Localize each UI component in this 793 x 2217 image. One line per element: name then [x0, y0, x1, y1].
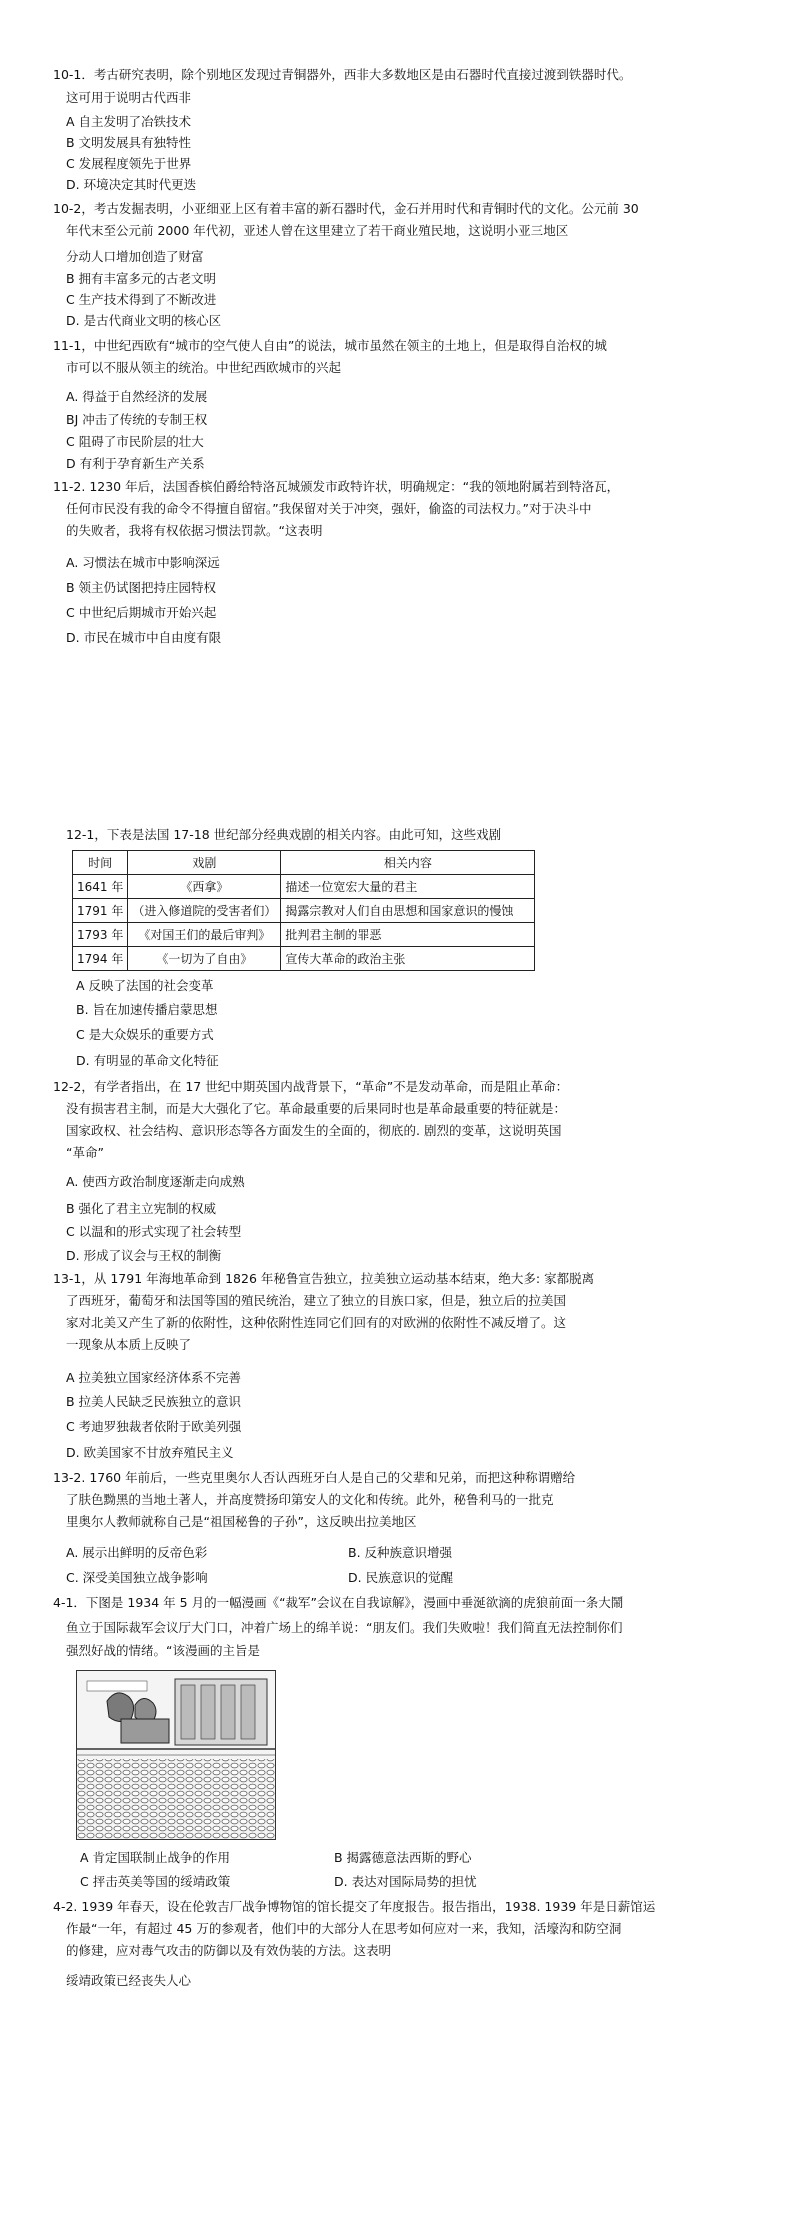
table-cell: 1794 年: [73, 947, 128, 971]
question-13-1-stem: 家对北美又产生了新的依附性，这种依附性连同它们回有的对欧洲的依附性不减反增了。这: [66, 1315, 567, 1330]
table-row: [73, 947, 535, 971]
table-cell: 揭露宗教对人们自由思想和国家意识的慢蚀: [281, 899, 535, 923]
question-12-2-stem: 国家政权、社会结构、意识形态等各方面发生的全面的，彻底的. 剧烈的变革，这说明英国: [66, 1123, 562, 1138]
disarmament-cartoon: [76, 1670, 276, 1840]
table-cell: （进入修道院的受害者们）: [128, 899, 281, 923]
question-4-1-stem: 4-1．下图是 1934 年 5 月的一幅漫画《“裁军”会议在自我谅解》，漫画中垂涎欲滴的虎狼前面一条大鬧: [53, 1595, 624, 1610]
question-4-2-stem: 的修建，应对毒气攻击的防御以及有效伪装的方法。这表明: [66, 1943, 392, 1958]
option-d: D. 形成了议会与王权的制衡: [66, 1248, 222, 1263]
table-header: 相关内容: [281, 851, 535, 875]
option-b: B 强化了君主立宪制的权威: [66, 1201, 217, 1216]
option-d: D. 有明显的革命文化特征: [76, 1053, 219, 1068]
option-d: D. 市民在城市中自由度有限: [66, 630, 222, 645]
table-cell: 1791 年: [73, 899, 128, 923]
question-4-2-stem: 作最“一年，有超过 45 万的参观者，他们中的大部分人在思考如何应对一来，我知，活壕沟和防空洞: [66, 1921, 622, 1936]
cartoon-drawing: [77, 1671, 275, 1839]
option-b: B. 反种族意识增强: [348, 1545, 453, 1560]
option-a: A 自主发明了冶铁技术: [66, 114, 192, 129]
option-d: D. 是古代商业文明的核心区: [66, 313, 222, 328]
question-11-2-stem: 任何市民没有我的命令不得擅自留宿。”我保留对关于冲突，强奸，偷盗的司法权力。”对于决斗中: [66, 501, 592, 516]
option-c: C 考迪罗独裁者依附于欧美列强: [66, 1419, 242, 1434]
table-cell: 描述一位宽宏大量的君主: [281, 875, 535, 899]
table-header-row: [73, 851, 535, 875]
table-cell: 批判君主制的罪恶: [281, 923, 535, 947]
option-b: B. 旨在加速传播启蒙思想: [76, 1002, 218, 1017]
question-11-2-stem: 的失败者，我将有权依据习惯法罚款。“这表明: [66, 523, 323, 538]
question-13-1-stem: 13-1，从 1791 年海地革命到 1826 年秘鲁宣告独立，拉美独立运动基本结束，绝大多: 家都脱离: [53, 1271, 595, 1286]
option-c: C 发展程度领先于世界: [66, 156, 192, 171]
option-a: A. 展示出鲜明的反帝色彩: [66, 1545, 208, 1560]
option-c: C 以温和的形式实现了社会转型: [66, 1224, 242, 1239]
option-d: D. 欧美国家不甘放弃殖民主义: [66, 1445, 234, 1460]
question-11-2-stem: 11-2. 1230 年后，法国香槟伯爵给特洛瓦城颁发市政特许状，明确规定：“我的领地附属若到特洛瓦，: [53, 479, 620, 494]
question-10-1-stem: 10-1．考古研究表明，除个别地区发现过青铜器外，西非大多数地区是由石器时代直接过渡到铁器时代。: [53, 67, 632, 82]
table-header: 戏剧: [128, 851, 281, 875]
option-b: B 领主仍试图把持庄园特权: [66, 580, 217, 595]
option-d: D 有利于孕育新生产关系: [66, 456, 205, 471]
table-row: [73, 875, 535, 899]
question-13-2-stem: 里奥尔人教师就称自己是“祖国秘鲁的子孙”，这反映出拉美地区: [66, 1514, 417, 1529]
question-10-2-stem: 10-2，考古发掘表明，小亚细亚上区有着丰富的新石器时代，金石并用时代和青铜时代的文化。公元前 30: [53, 201, 639, 216]
option-a: A. 使西方政治制度逐渐走向成熟: [66, 1174, 245, 1189]
option-c: C 阻碍了市民阶层的壮大: [66, 434, 204, 449]
question-10-2-stem: 分动人口增加创造了财富: [66, 249, 204, 264]
option-d: D. 表达对国际局势的担忧: [334, 1874, 477, 1889]
question-10-2-stem: 年代末至公元前 2000 年代初，亚述人曾在这里建立了若干商业殖民地，这说明小亚三地区: [66, 223, 569, 238]
question-12-2-stem: “革命”: [66, 1145, 104, 1160]
option-b: B 文明发展具有独特性: [66, 135, 192, 150]
question-13-2-stem: 了肤色黝黑的当地土著人，并高度赞扬印第安人的文化和传统。此外，秘鲁利马的一批克: [66, 1492, 554, 1507]
plays-table: [72, 850, 535, 971]
option-a: A 反映了法国的社会变革: [76, 978, 214, 993]
table-row: [73, 923, 535, 947]
question-12-2-stem: 没有损害君主制，而是大大强化了它。革命最重要的后果同时也是革命最重要的特征就是：: [66, 1101, 567, 1116]
table-row: [73, 899, 535, 923]
question-4-2-option: 绥靖政策已经丧失人心: [66, 1973, 192, 1988]
option-a: A 肯定国联制止战争的作用: [80, 1850, 231, 1865]
question-10-1-stem: 这可用于说明古代西非: [66, 90, 192, 105]
option-b: B 拥有丰富多元的古老文明: [66, 271, 217, 286]
table-cell: 《一切为了自由》: [128, 947, 281, 971]
option-b: BJ 冲击了传统的专制王权: [66, 412, 208, 427]
question-13-2-stem: 13-2. 1760 年前后，一些克里奥尔人否认西班牙白人是自己的父辈和兄弟，而把这种称谓赠给: [53, 1470, 576, 1485]
option-d: D. 民族意识的觉醒: [348, 1570, 454, 1585]
question-11-1-stem: 11-1，中世纪西欧有“城市的空气使人自由”的说法，城市虽然在领主的土地上，但是取得自治权的城: [53, 338, 607, 353]
question-4-1-stem: 强烈好战的情绪。“该漫画的主旨是: [66, 1643, 260, 1658]
question-12-2-stem: 12-2，有学者指出，在 17 世纪中期英国内战背景下，“革命”不是发动革命，而是阻止革命：: [53, 1079, 569, 1094]
table-cell: 1641 年: [73, 875, 128, 899]
question-11-1-stem: 市可以不服从领主的统治。中世纪西欧城市的兴起: [66, 360, 342, 375]
question-13-1-stem: 一现象从本质上反映了: [66, 1337, 192, 1352]
table-cell: 《西拿》: [128, 875, 281, 899]
option-c: C 生产技术得到了不断改进: [66, 292, 217, 307]
option-a: A. 习惯法在城市中影响深远: [66, 555, 220, 570]
option-d: D. 环境决定其时代更迭: [66, 177, 197, 192]
question-13-1-stem: 了西班牙，葡萄牙和法国等国的殖民统治，建立了独立的目族口家，但是，独立后的拉美国: [66, 1293, 567, 1308]
option-c: C. 深受美国独立战争影响: [66, 1570, 208, 1585]
option-c: C 是大众娱乐的重要方式: [76, 1027, 214, 1042]
option-c: C 中世纪后期城市开始兴起: [66, 605, 217, 620]
option-b: B 拉美人民缺乏民族独立的意识: [66, 1394, 242, 1409]
option-c: C 抨击英美等国的绥靖政策: [80, 1874, 231, 1889]
option-b: B 揭露德意法西斯的野心: [334, 1850, 472, 1865]
option-a: A 拉美独立国家经济体系不完善: [66, 1370, 242, 1385]
question-12-1-stem: 12-1，下表是法国 17-18 世纪部分经典戏剧的相关内容。由此可知，这些戏剧: [66, 827, 502, 842]
table-cell: 宣传大革命的政治主张: [281, 947, 535, 971]
option-a: A. 得益于自然经济的发展: [66, 389, 208, 404]
table-cell: 《对国王们的最后审判》: [128, 923, 281, 947]
table-cell: 1793 年: [73, 923, 128, 947]
table-header: 时间: [73, 851, 128, 875]
question-4-1-stem: 鱼立于国际裁军会议厅大门口，冲着广场上的绵羊说：“朋友们。我们失败啦！我们简直无法控制你们: [66, 1620, 623, 1635]
question-4-2-stem: 4-2. 1939 年春天，设在伦敦吉厂战争博物馆的馆长提交了年度报告。报告指出，1938. 1939 年是日薪馆运: [53, 1899, 656, 1914]
